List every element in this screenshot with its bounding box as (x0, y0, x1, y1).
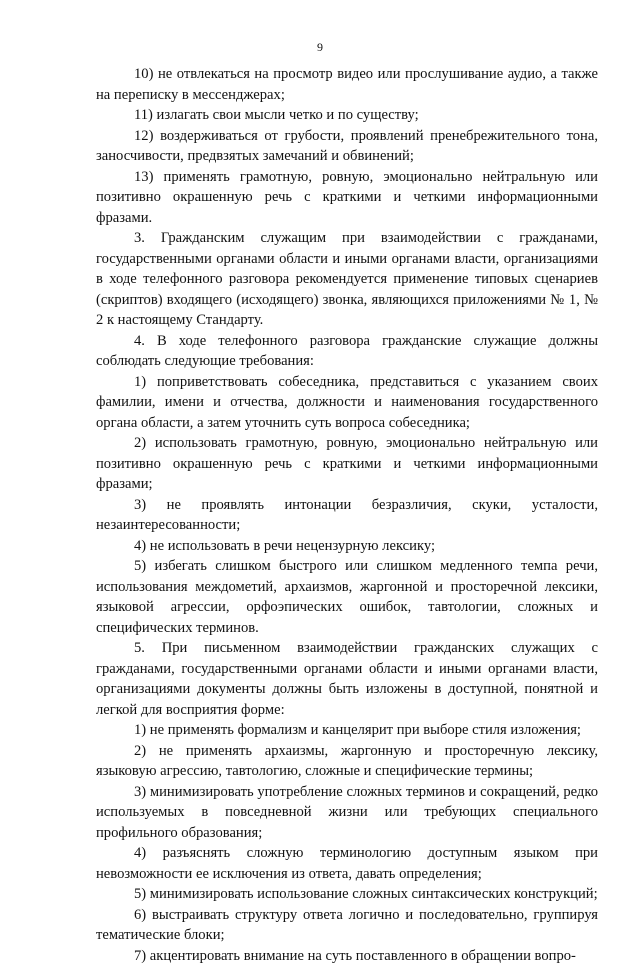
paragraph: 7) акцентировать внимание на суть поставленного в обращении вопро- (96, 946, 598, 966)
paragraph: 12) воздерживаться от грубости, проявлений пренебрежительного тона, заносчивости, предвзятых замечаний и обвинений; (96, 126, 598, 167)
document-body (96, 64, 598, 966)
paragraph: 5. При письменном взаимодействии гражданских служащих с гражданами, государственными органами области и иными органами власти, организациями документы должны быть изложены в доступной, понятной и легкой для восприятия форме: (96, 638, 598, 720)
paragraph: 1) поприветствовать собеседника, представиться с указанием своих фамилии, имени и отчества, должности и наименования государственного органа области, а затем уточнить суть вопроса собеседника; (96, 372, 598, 434)
paragraph: 4) разъяснять сложную терминологию доступным языком при невозможности ее исключения из ответа, давать определения; (96, 843, 598, 884)
page-number: 9 (0, 40, 640, 54)
paragraph: 4. В ходе телефонного разговора гражданские служащие должны соблюдать следующие требования: (96, 331, 598, 372)
paragraph: 11) излагать свои мысли четко и по существу; (96, 105, 598, 126)
paragraph: 5) минимизировать использование сложных синтаксических конструкций; (96, 884, 598, 905)
paragraph: 2) не применять архаизмы, жаргонную и просторечную лексику, языковую агрессию, тавтологию, сложные и специфические термины; (96, 741, 598, 782)
paragraph: 3) не проявлять интонации безразличия, скуки, усталости, незаинтересованности; (96, 495, 598, 536)
paragraph: 3) минимизировать употребление сложных терминов и сокращений, редко используемых в повседневной жизни или требующих специального профильного образования; (96, 782, 598, 844)
paragraph: 3. Гражданским служащим при взаимодействии с гражданами, государственными органами области и иными органами власти, организациями в ходе телефонного разговора рекомендуется применение типовых сценариев (скриптов) входящего (исходящего) звонка, являющихся приложениями № 1, № 2 к настоящему Стандарту. (96, 228, 598, 331)
paragraph: 2) использовать грамотную, ровную, эмоционально нейтральную или позитивно окрашенную речь с краткими и четкими информационными фразами; (96, 433, 598, 495)
paragraph: 10) не отвлекаться на просмотр видео или прослушивание аудио, а также на переписку в мессенджерах; (96, 64, 598, 105)
paragraph: 1) не применять формализм и канцелярит при выборе стиля изложения; (96, 720, 598, 741)
paragraph: 6) выстраивать структуру ответа логично и последовательно, группируя тематические блоки; (96, 905, 598, 946)
paragraph: 13) применять грамотную, ровную, эмоционально нейтральную или позитивно окрашенную речь с краткими и четкими информационными фразами. (96, 167, 598, 229)
paragraph: 5) избегать слишком быстрого или слишком медленного темпа речи, использования междометий, архаизмов, жаргонной и просторечной лексики, языковой агрессии, орфоэпических ошибок, тавтологии, сложных и специфических терминов. (96, 556, 598, 638)
paragraph: 4) не использовать в речи нецензурную лексику; (96, 536, 598, 557)
